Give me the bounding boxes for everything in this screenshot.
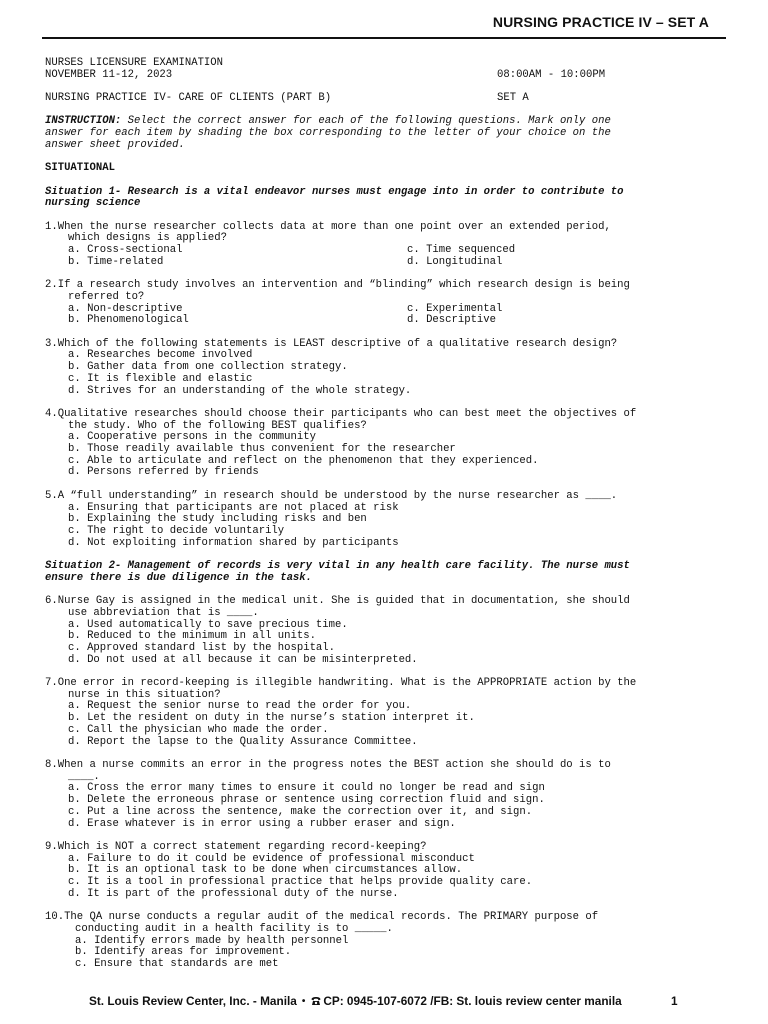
- answer-option: a. Cross the error many times to ensure it could no longer be read and sign: [68, 782, 545, 795]
- question-text: Qualitative researches should choose their participants who can best meet the objectives of: [57, 407, 637, 420]
- exam-name: NURSES LICENSURE EXAMINATION: [45, 57, 224, 69]
- question-9: [45, 842, 725, 901]
- exam-date-row: [45, 70, 725, 82]
- exam-set: SET A: [497, 92, 529, 105]
- answer-option: c. Call the physician who made the order.: [68, 723, 329, 736]
- footer-contact: CP: 0945-107-6072 /FB: St. louis review center manila: [323, 994, 622, 1008]
- answer-option: d. Longitudinal: [407, 255, 503, 268]
- question-10: [45, 912, 725, 971]
- answer-option: d. It is part of the professional duty of the nurse.: [68, 887, 399, 900]
- answer-option: c. Approved standard list by the hospital.: [68, 641, 336, 654]
- footer-center-name: St. Louis Review Center, Inc. - Manila: [89, 994, 297, 1008]
- exam-document: [45, 58, 725, 971]
- question-2: [45, 280, 725, 327]
- question-1: [45, 222, 725, 269]
- question-text: The QA nurse conducts a regular audit of the medical records. The PRIMARY purpose of: [64, 911, 599, 924]
- answer-option: a. Cross-sectional: [68, 244, 183, 257]
- answer-option: b. Reduced to the minimum in all units.: [68, 630, 316, 643]
- answer-option: a. Identify errors made by health personnel: [75, 934, 349, 947]
- question-text: When the nurse researcher collects data at more than one point over an extended period,: [57, 220, 611, 233]
- question-text: Which is NOT a correct statement regarding record-keeping?: [57, 840, 427, 853]
- answer-option: d. Do not used at all because it can be misinterpreted.: [68, 653, 418, 666]
- answer-option: a. Request the senior nurse to read the order for you.: [68, 700, 412, 713]
- question-3: [45, 339, 725, 398]
- answer-option: b. It is an optional task to be done when circumstances allow.: [68, 864, 463, 877]
- answer-option: c. Put a line across the sentence, make the correction over it, and sign.: [68, 805, 533, 818]
- question-6: [45, 596, 725, 666]
- situation-1: [45, 187, 725, 210]
- question-8: [45, 760, 725, 830]
- question-text: ____.: [68, 770, 100, 783]
- question-text: referred to?: [68, 290, 145, 303]
- answer-option: b. Let the resident on duty in the nurse’s station interpret it.: [68, 712, 475, 725]
- answer-option: d. Strives for an understanding of the whole strategy.: [68, 384, 412, 397]
- answer-option: b. Time-related: [68, 255, 164, 268]
- instruction-block: [45, 116, 725, 151]
- question-5: [45, 491, 725, 550]
- answer-option: c. Ensure that standards are met: [75, 957, 279, 970]
- answer-option: c. The right to decide voluntarily: [68, 524, 285, 537]
- answer-option: d. Descriptive: [407, 314, 497, 327]
- answer-option: a. Ensuring that participants are not placed at risk: [68, 501, 399, 514]
- question-7: [45, 678, 725, 748]
- situation-1-line-1: Situation 1- Research is a vital endeavor nurses must engage into in order to contribute to: [45, 185, 624, 198]
- answer-option: c. Time sequenced: [407, 244, 516, 257]
- answer-option: b. Those readily available thus convenient for the researcher: [68, 443, 456, 456]
- answer-option: a. Researches become involved: [68, 349, 253, 362]
- answer-option: c. Able to articulate and reflect on the phenomenon that they experienced.: [68, 454, 539, 467]
- page-footer: [89, 994, 678, 1008]
- question-4: [45, 409, 725, 479]
- answer-option: a. Non-descriptive: [68, 302, 183, 315]
- answer-option: d. Erase whatever is in error using a rubber eraser and sign.: [68, 817, 456, 830]
- answer-option: c. It is a tool in professional practice that helps provide quality care.: [68, 876, 533, 888]
- answer-option: b. Identify areas for improvement.: [75, 946, 292, 959]
- answer-option: d. Report the lapse to the Quality Assurance Committee.: [68, 735, 418, 748]
- question-text: use abbreviation that is ____.: [68, 606, 259, 619]
- answer-option: a. Cooperative persons in the community: [68, 431, 316, 444]
- header-rule: [42, 37, 726, 39]
- exam-subject-row: [45, 93, 725, 105]
- question-text: nurse in this situation?: [68, 688, 221, 701]
- situation-2: [45, 561, 725, 584]
- question-text: Which of the following statements is LEAST descriptive of a qualitative research design?: [57, 337, 618, 350]
- question-number: 10.: [45, 911, 65, 924]
- question-number: 3.: [45, 337, 58, 350]
- answer-option: c. Experimental: [407, 302, 503, 315]
- instruction-line-2: answer for each item by shading the box corresponding to the letter of your choice on the: [45, 127, 611, 140]
- answer-option: a. Failure to do it could be evidence of professional misconduct: [68, 852, 475, 865]
- answer-option: d. Not exploiting information shared by participants: [68, 536, 399, 549]
- question-text: conducting audit in a health facility is to _____.: [75, 922, 393, 935]
- exam-date: NOVEMBER 11-12, 2023: [45, 68, 173, 81]
- question-number: 4.: [45, 407, 58, 420]
- question-text: which designs is applied?: [68, 232, 227, 245]
- exam-subject: NURSING PRACTICE IV- CARE OF CLIENTS (PART B): [45, 92, 332, 105]
- section-title: SITUATIONAL: [45, 162, 115, 175]
- phone-icon: [310, 996, 322, 1006]
- answer-option: d. Persons referred by friends: [68, 466, 259, 479]
- answer-option: b. Phenomenological: [68, 314, 189, 327]
- question-number: 9.: [45, 840, 58, 853]
- footer-bullet: •: [301, 995, 306, 1007]
- question-number: 6.: [45, 595, 58, 608]
- question-text: If a research study involves an intervention and “blinding” which research design is being: [57, 279, 630, 292]
- question-number: 7.: [45, 677, 58, 690]
- question-number: 5.: [45, 489, 58, 502]
- answer-option: b. Delete the erroneous phrase or sentence using correction fluid and sign.: [68, 794, 545, 807]
- question-number: 2.: [45, 279, 58, 292]
- instruction-line-1: Select the correct answer for each of the following questions. Mark only one: [121, 115, 611, 128]
- question-text: When a nurse commits an error in the progress notes the BEST action she should do is to: [57, 758, 611, 771]
- question-number: 1.: [45, 220, 58, 233]
- answer-option: a. Used automatically to save precious time.: [68, 618, 348, 631]
- answer-option: b. Explaining the study including risks and ben: [68, 513, 367, 526]
- question-text: One error in record-keeping is illegible handwriting. What is the APPROPRIATE action by the: [57, 677, 637, 690]
- page-number: 1: [671, 994, 678, 1008]
- question-number: 8.: [45, 758, 58, 771]
- answer-option: b. Gather data from one collection strategy.: [68, 361, 348, 374]
- situation-2-line-2: ensure there is due diligence in the task.: [45, 571, 313, 584]
- exam-time: 08:00AM - 10:00PM: [497, 68, 606, 81]
- situation-2-line-1: Situation 2- Management of records is very vital in any health care facility. The nurse must: [45, 560, 630, 573]
- situation-1-line-2: nursing science: [45, 197, 141, 210]
- question-text: the study. Who of the following BEST qualifies?: [68, 419, 367, 432]
- page-header-title: NURSING PRACTICE IV – SET A: [492, 14, 709, 30]
- instruction-line-3: answer sheet provided.: [45, 138, 185, 151]
- instruction-label: INSTRUCTION:: [45, 115, 122, 128]
- question-text: Nurse Gay is assigned in the medical unit. She is guided that in documentation, she should: [57, 595, 630, 608]
- question-text: A “full understanding” in research should be understood by the nurse researcher as ____.: [57, 489, 618, 502]
- answer-option: c. It is flexible and elastic: [68, 372, 253, 385]
